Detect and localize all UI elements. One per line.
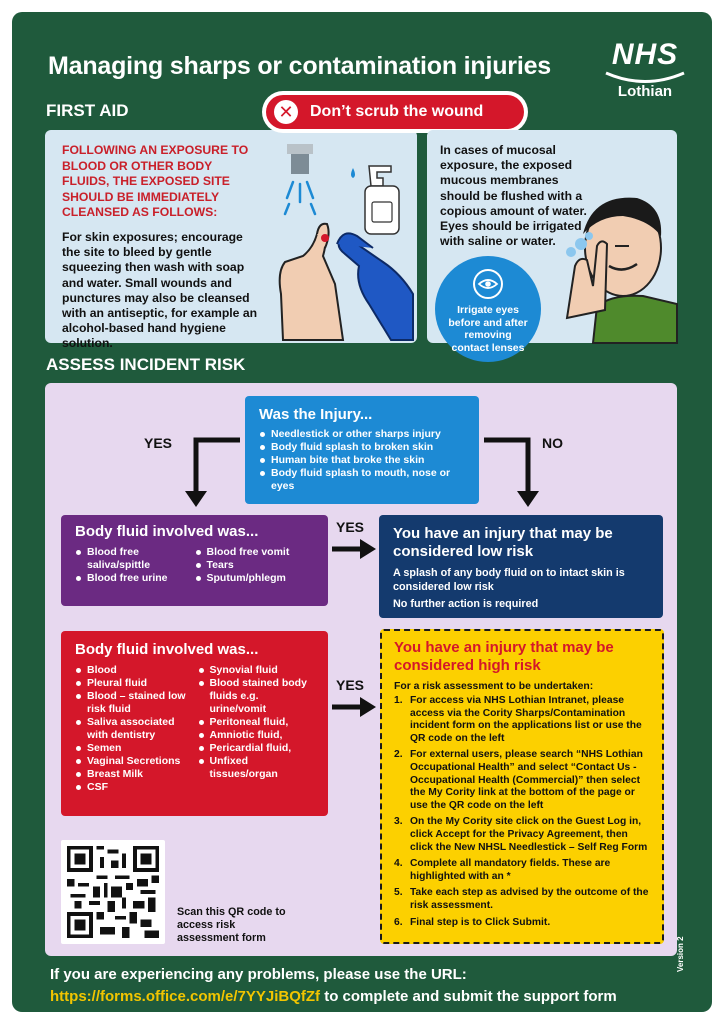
list-item: Synovial fluid <box>198 664 315 677</box>
high-fluids-title: Body fluid involved was... <box>75 641 259 658</box>
list-item: Vaginal Secretions <box>75 755 192 768</box>
eye-icon <box>473 269 503 299</box>
question-title: Was the Injury... <box>259 406 373 423</box>
logo-swoosh-icon <box>604 70 686 84</box>
version-label: Version 2 <box>676 936 685 972</box>
injury-list <box>259 428 465 493</box>
footer-line-2 <box>50 988 617 1005</box>
list-item: Needlestick or other sharps injury <box>259 428 465 441</box>
nhs-lothian-logo <box>600 40 690 100</box>
low-fluids-title: Body fluid involved was... <box>75 523 259 540</box>
logo-region: Lothian <box>617 83 673 100</box>
low-risk-fluids-box <box>61 515 328 606</box>
list-item: Blood free saliva/spittle <box>75 546 195 572</box>
list-item: Blood free vomit <box>195 546 315 559</box>
high-fluids-list-1 <box>75 664 198 794</box>
list-item: Sputum/phlegm <box>195 572 315 585</box>
no-label: NO <box>542 435 563 451</box>
list-item: Amniotic fluid, <box>198 729 315 742</box>
step-item: 6. Final step is to Click Submit. <box>394 916 551 928</box>
cross-icon: ✕ <box>274 100 298 124</box>
footer-rest-text: to complete and submit the support form <box>320 988 617 1005</box>
qr-code-icon <box>67 846 159 938</box>
list-item: Body fluid splash to broken skin <box>259 441 465 454</box>
first-aid-heading: FIRST AID <box>46 101 129 120</box>
no-action-text: No further action is required <box>393 598 539 610</box>
high-fluids-list-2 <box>198 664 315 794</box>
handwashing-illustration-icon <box>273 144 413 340</box>
list-item: Blood stained body fluids e.g. urine/vomit <box>198 677 315 716</box>
list-item: Peritoneal fluid, <box>198 716 315 729</box>
yes-label-low: YES <box>336 519 365 535</box>
mucosal-exposure-text: In cases of mucosal exposure, the exposed mucous membranes should be flushed with a copious amount of water. Eyes should be irrigated with saline or water. <box>440 143 587 249</box>
list-item: Human bite that broke the skin <box>259 454 465 467</box>
high-risk-title: You have an injury that may be considered high risk <box>394 639 614 674</box>
footer-problems-text: If you are experiencing any problems, please use the URL: <box>50 966 467 983</box>
list-item: Body fluid splash to mouth, nose or eyes <box>259 467 465 493</box>
step-item: 5. Take each step as advised by the outcome of the risk assessment. <box>394 887 649 911</box>
dont-scrub-warning <box>262 91 528 133</box>
low-fluids-list-2 <box>195 546 315 585</box>
high-risk-box <box>380 629 664 944</box>
mucosal-exposure-panel <box>427 130 677 354</box>
exposure-instruction: FOLLOWING AN EXPOSURE TO BLOOD OR OTHER BODY FLUIDS, THE EXPOSED SITE SHOULD BE IMMEDIATELY CLEANSED AS FOLLOWS: <box>62 143 249 219</box>
list-item: Breast Milk <box>75 768 192 781</box>
dont-scrub-label: Don’t scrub the wound <box>310 103 484 120</box>
high-risk-fluids-box <box>61 631 328 816</box>
list-item: Pleural fluid <box>75 677 192 690</box>
right-arrow-icon <box>332 696 376 718</box>
assess-heading: ASSESS INCIDENT RISK <box>46 355 246 374</box>
low-risk-title: You have an injury that may be considered low risk <box>393 525 613 560</box>
support-form-link[interactable]: https://forms.office.com/e/7YYJiBQfZf <box>50 988 321 1005</box>
irrigate-eyes-badge <box>435 256 541 362</box>
irrigate-eyes-text: Irrigate eyes before and after removing contact lenses <box>448 304 528 354</box>
page-title: Managing sharps or contamination injuries <box>48 52 551 80</box>
yes-label: YES <box>144 435 173 451</box>
yes-label-high: YES <box>336 677 365 693</box>
list-item: Pericardial fluid, <box>198 742 315 755</box>
qr-code[interactable] <box>61 840 165 944</box>
list-item: Blood <box>75 664 192 677</box>
no-arrow-icon <box>482 437 542 509</box>
injury-question-box <box>245 396 479 504</box>
poster <box>12 12 712 1012</box>
low-fluids-list-1 <box>75 546 195 585</box>
high-risk-steps <box>394 695 650 929</box>
list-item: Saliva associated with dentistry <box>75 716 192 742</box>
step-item: 3. On the My Cority site click on the Guest Log in, click Accept for the Privacy Agreement, then click the New NHSL Needlestick – Self Reg Form <box>394 816 648 853</box>
applications-list-link[interactable]: the applications list <box>493 720 590 732</box>
high-risk-intro: For a risk assessment to be undertaken: <box>394 681 594 692</box>
list-item: Tears <box>195 559 315 572</box>
step-item: 4. Complete all mandatory fields. These are highlighted with an * <box>394 858 611 882</box>
low-risk-text: A splash of any body fluid on to intact skin is considered low risk <box>393 567 625 593</box>
skin-exposure-text: For skin exposures; encourage the site to bleed by gentle squeezing then wash with soap and water. Small wounds and punctures may also be cleansed with an antiseptic, for example an alcohol-based hand hygiene solution. <box>62 230 258 351</box>
qr-caption: Scan this QR code to access risk assessment form <box>177 906 286 944</box>
list-item: Semen <box>75 742 192 755</box>
list-item: Unfixed tissues/organ <box>198 755 315 781</box>
list-item: Blood – stained low risk fluid <box>75 690 192 716</box>
list-item: Blood free urine <box>75 572 195 585</box>
skin-exposure-panel <box>45 130 417 351</box>
low-risk-box <box>379 515 663 618</box>
eye-irrigation-illustration-icon <box>553 186 677 343</box>
logo-wordmark: NHS <box>611 38 679 71</box>
yes-arrow-icon <box>182 437 242 509</box>
step-item: 2. For external users, please search “NHS Lothian Occupational Health” and select “Contact Us - Occupational Health (Commercial)” then select the My Cority link at the bottom of the page or use the QR code on the left <box>394 749 643 811</box>
step-item: 1. For access via NHS Lothian Intranet, please access via the Cority Sharps/Contamination incident form on the applications list or use the QR code on the left <box>394 695 642 744</box>
list-item: CSF <box>75 781 192 794</box>
right-arrow-icon <box>332 538 376 560</box>
